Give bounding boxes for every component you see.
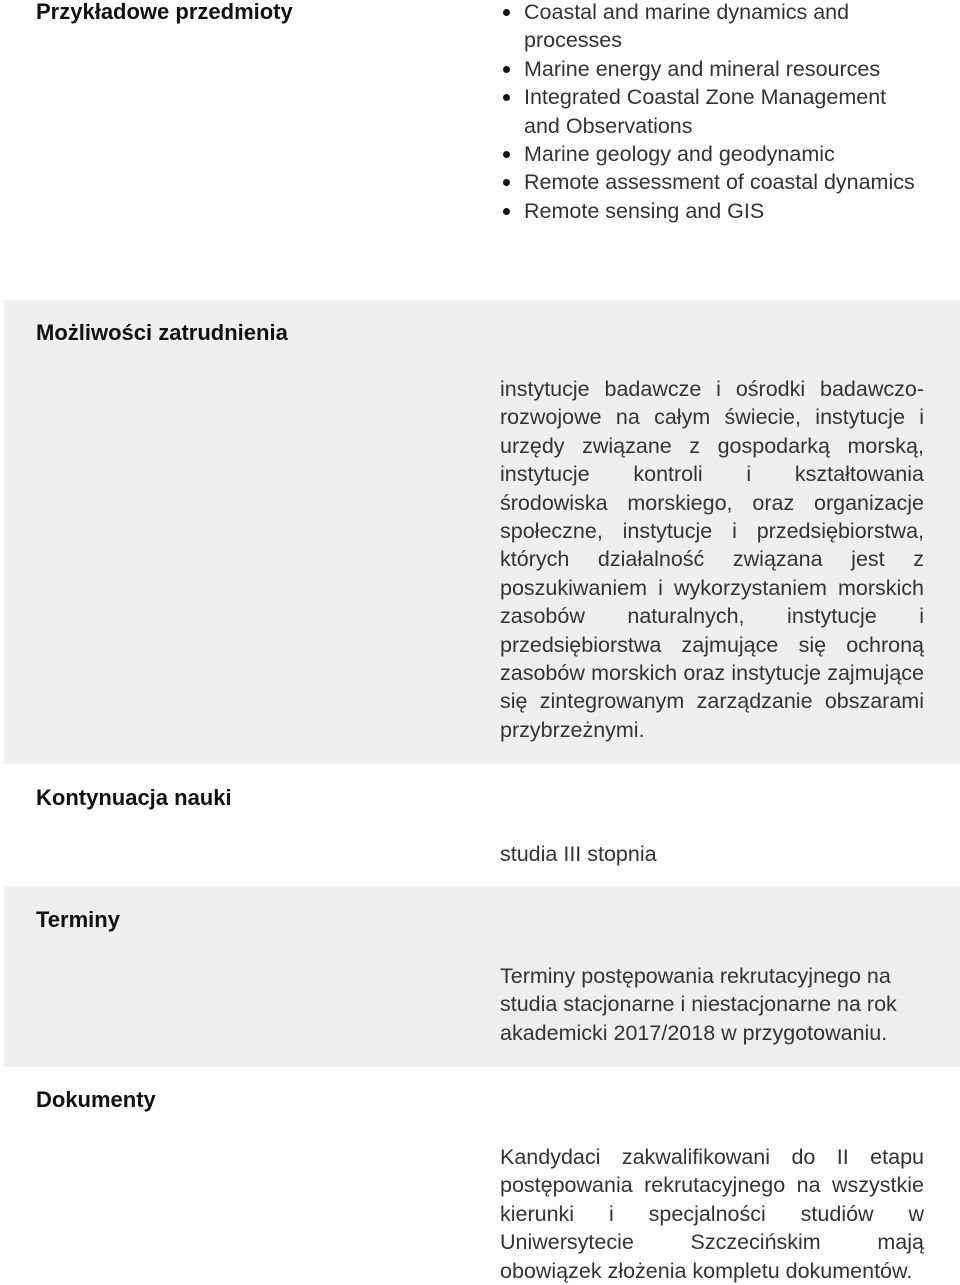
list-item: Coastal and marine dynamics and processes <box>500 0 924 55</box>
row-dates <box>4 886 960 1067</box>
label-dates: Terminy <box>36 907 120 932</box>
subjects-list <box>500 0 924 225</box>
bullet-icon <box>503 66 510 73</box>
row-subjects <box>4 0 960 300</box>
bullet-icon <box>503 151 510 158</box>
bullet-icon <box>503 94 510 101</box>
dates-text: Terminy postępowania rekrutacyjnego na studia stacjonarne i niestacjonarne na rok akademicki 2017/2018 w przygotowaniu. <box>500 964 897 1045</box>
list-item: Integrated Coastal Zone Management and Observations <box>500 83 924 140</box>
label-continuation: Kontynuacja nauki <box>36 785 232 810</box>
bullet-icon <box>503 208 510 215</box>
list-item: Remote assessment of coastal dynamics <box>500 168 924 196</box>
label-employment: Możliwości zatrudnienia <box>36 320 288 345</box>
label-subjects: Przykładowe przedmioty <box>36 0 293 24</box>
continuation-text: studia III stopnia <box>500 842 657 866</box>
bullet-icon <box>503 179 510 186</box>
label-documents: Dokumenty <box>36 1087 156 1112</box>
row-documents <box>4 1067 960 1284</box>
row-employment <box>4 300 960 764</box>
list-item: Marine energy and mineral resources <box>500 55 924 83</box>
row-continuation <box>4 764 960 886</box>
subjects-list-container <box>500 0 924 225</box>
list-item: Marine geology and geodynamic <box>500 140 924 168</box>
bullet-icon <box>503 9 510 16</box>
documents-text: Kandydaci zakwalifikowani do II etapu postępowania rekrutacyjnego na wszystkie kierunki i specjalności studiów w Uniwersytecie Szczecińskim mają obowiązek złożenia kompletu dokumentów. <box>500 1145 924 1283</box>
list-item: Remote sensing and GIS <box>500 197 924 225</box>
employment-text: instytucje badawcze i ośrodki badawczo-rozwojowe na całym świecie, instytucje i urzędy związane z gospodarką morską, instytucje kontroli i kształtowania środowiska morskiego, oraz organizacje społeczne, instytucje i przedsiębiorstwa, których działalność związana jest z poszukiwaniem i wykorzystaniem morskich zasobów naturalnych, instytucje i przedsiębiorstwa zajmujące się ochroną zasobów morskich oraz instytucje zajmujące się zintegrowanym zarządzanie obszarami przybrzeżnymi. <box>500 377 924 742</box>
